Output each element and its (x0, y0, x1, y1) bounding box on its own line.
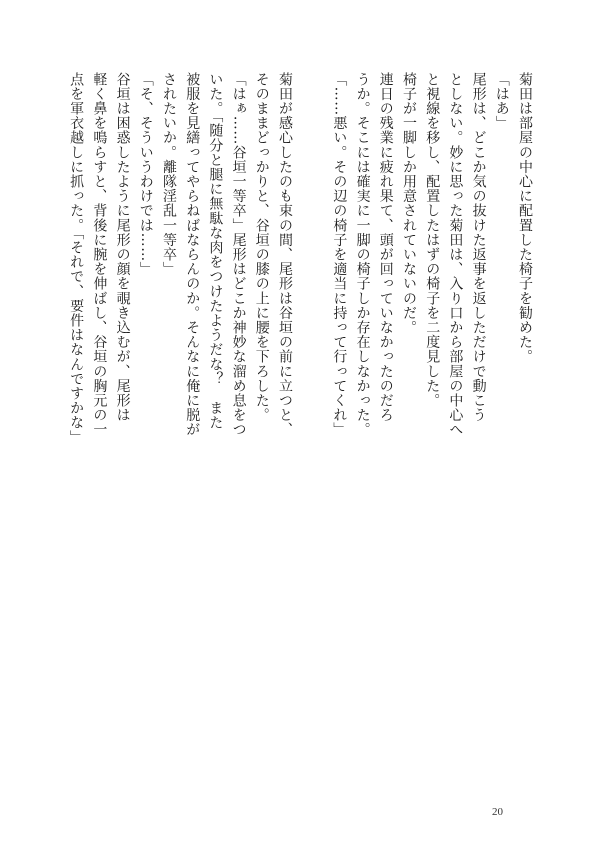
text-line: 連日の残業に疲れ果て、頭が回っていなかったのだろ (377, 72, 394, 423)
upper-text-block (328, 72, 536, 696)
text-line: 「……悪い。その辺の椅子を適当に持って行ってくれ」 (331, 72, 348, 437)
text-line: そのままどっかりと、谷垣の膝の上に腰を下ろした。 (253, 72, 270, 423)
text-line: 尾形は、どこか気の抜けた返事を返しただけで動こう (470, 72, 487, 423)
text-line: 「そ、そういうわけでは……」 (137, 72, 154, 277)
text-line: いた。「随分と腿に無駄な肉をつけたようだな？ また (207, 72, 224, 430)
text-line: 菊田は部屋の中心に配置した椅子を勧めた。 (517, 72, 533, 364)
text-line: としない。妙に思った菊田は、入り口から部屋の中心へ (447, 72, 464, 437)
text-line: 椅子が一脚しか用意されていないのだ。 (400, 72, 417, 335)
text-line: と視線を移し、配置したはずの椅子を二度見した。 (424, 72, 441, 408)
text-line: 「はあ」 (493, 72, 510, 131)
page-number: 20 (492, 806, 503, 818)
text-line: 菊田が感心したのも束の間、尾形は谷垣の前に立つと、 (277, 72, 293, 437)
text-line: うか。そこには確実に一脚の椅子しか存在しなかった。 (354, 72, 371, 437)
text-line: 軽く鼻を鳴らすと、背後に腕を伸ばし、谷垣の胸元の一 (91, 72, 108, 437)
text-line: 谷垣は困惑したように尾形の顔を覗き込むが、尾形は (114, 72, 131, 423)
lower-text-block (64, 72, 296, 696)
text-line: 点を軍衣越しに抓った。「それで、要件はなんですかな」 (68, 72, 85, 445)
text-line: 「はぁ……谷垣一等卒」尾形はどこか神妙な溜め息をつ (230, 72, 247, 437)
text-line: 被服を見繕ってやらねばならんのか。そんなに俺に脱が (184, 72, 201, 437)
text-line: されたいか。離隊淫乱一等卒」 (160, 72, 177, 277)
